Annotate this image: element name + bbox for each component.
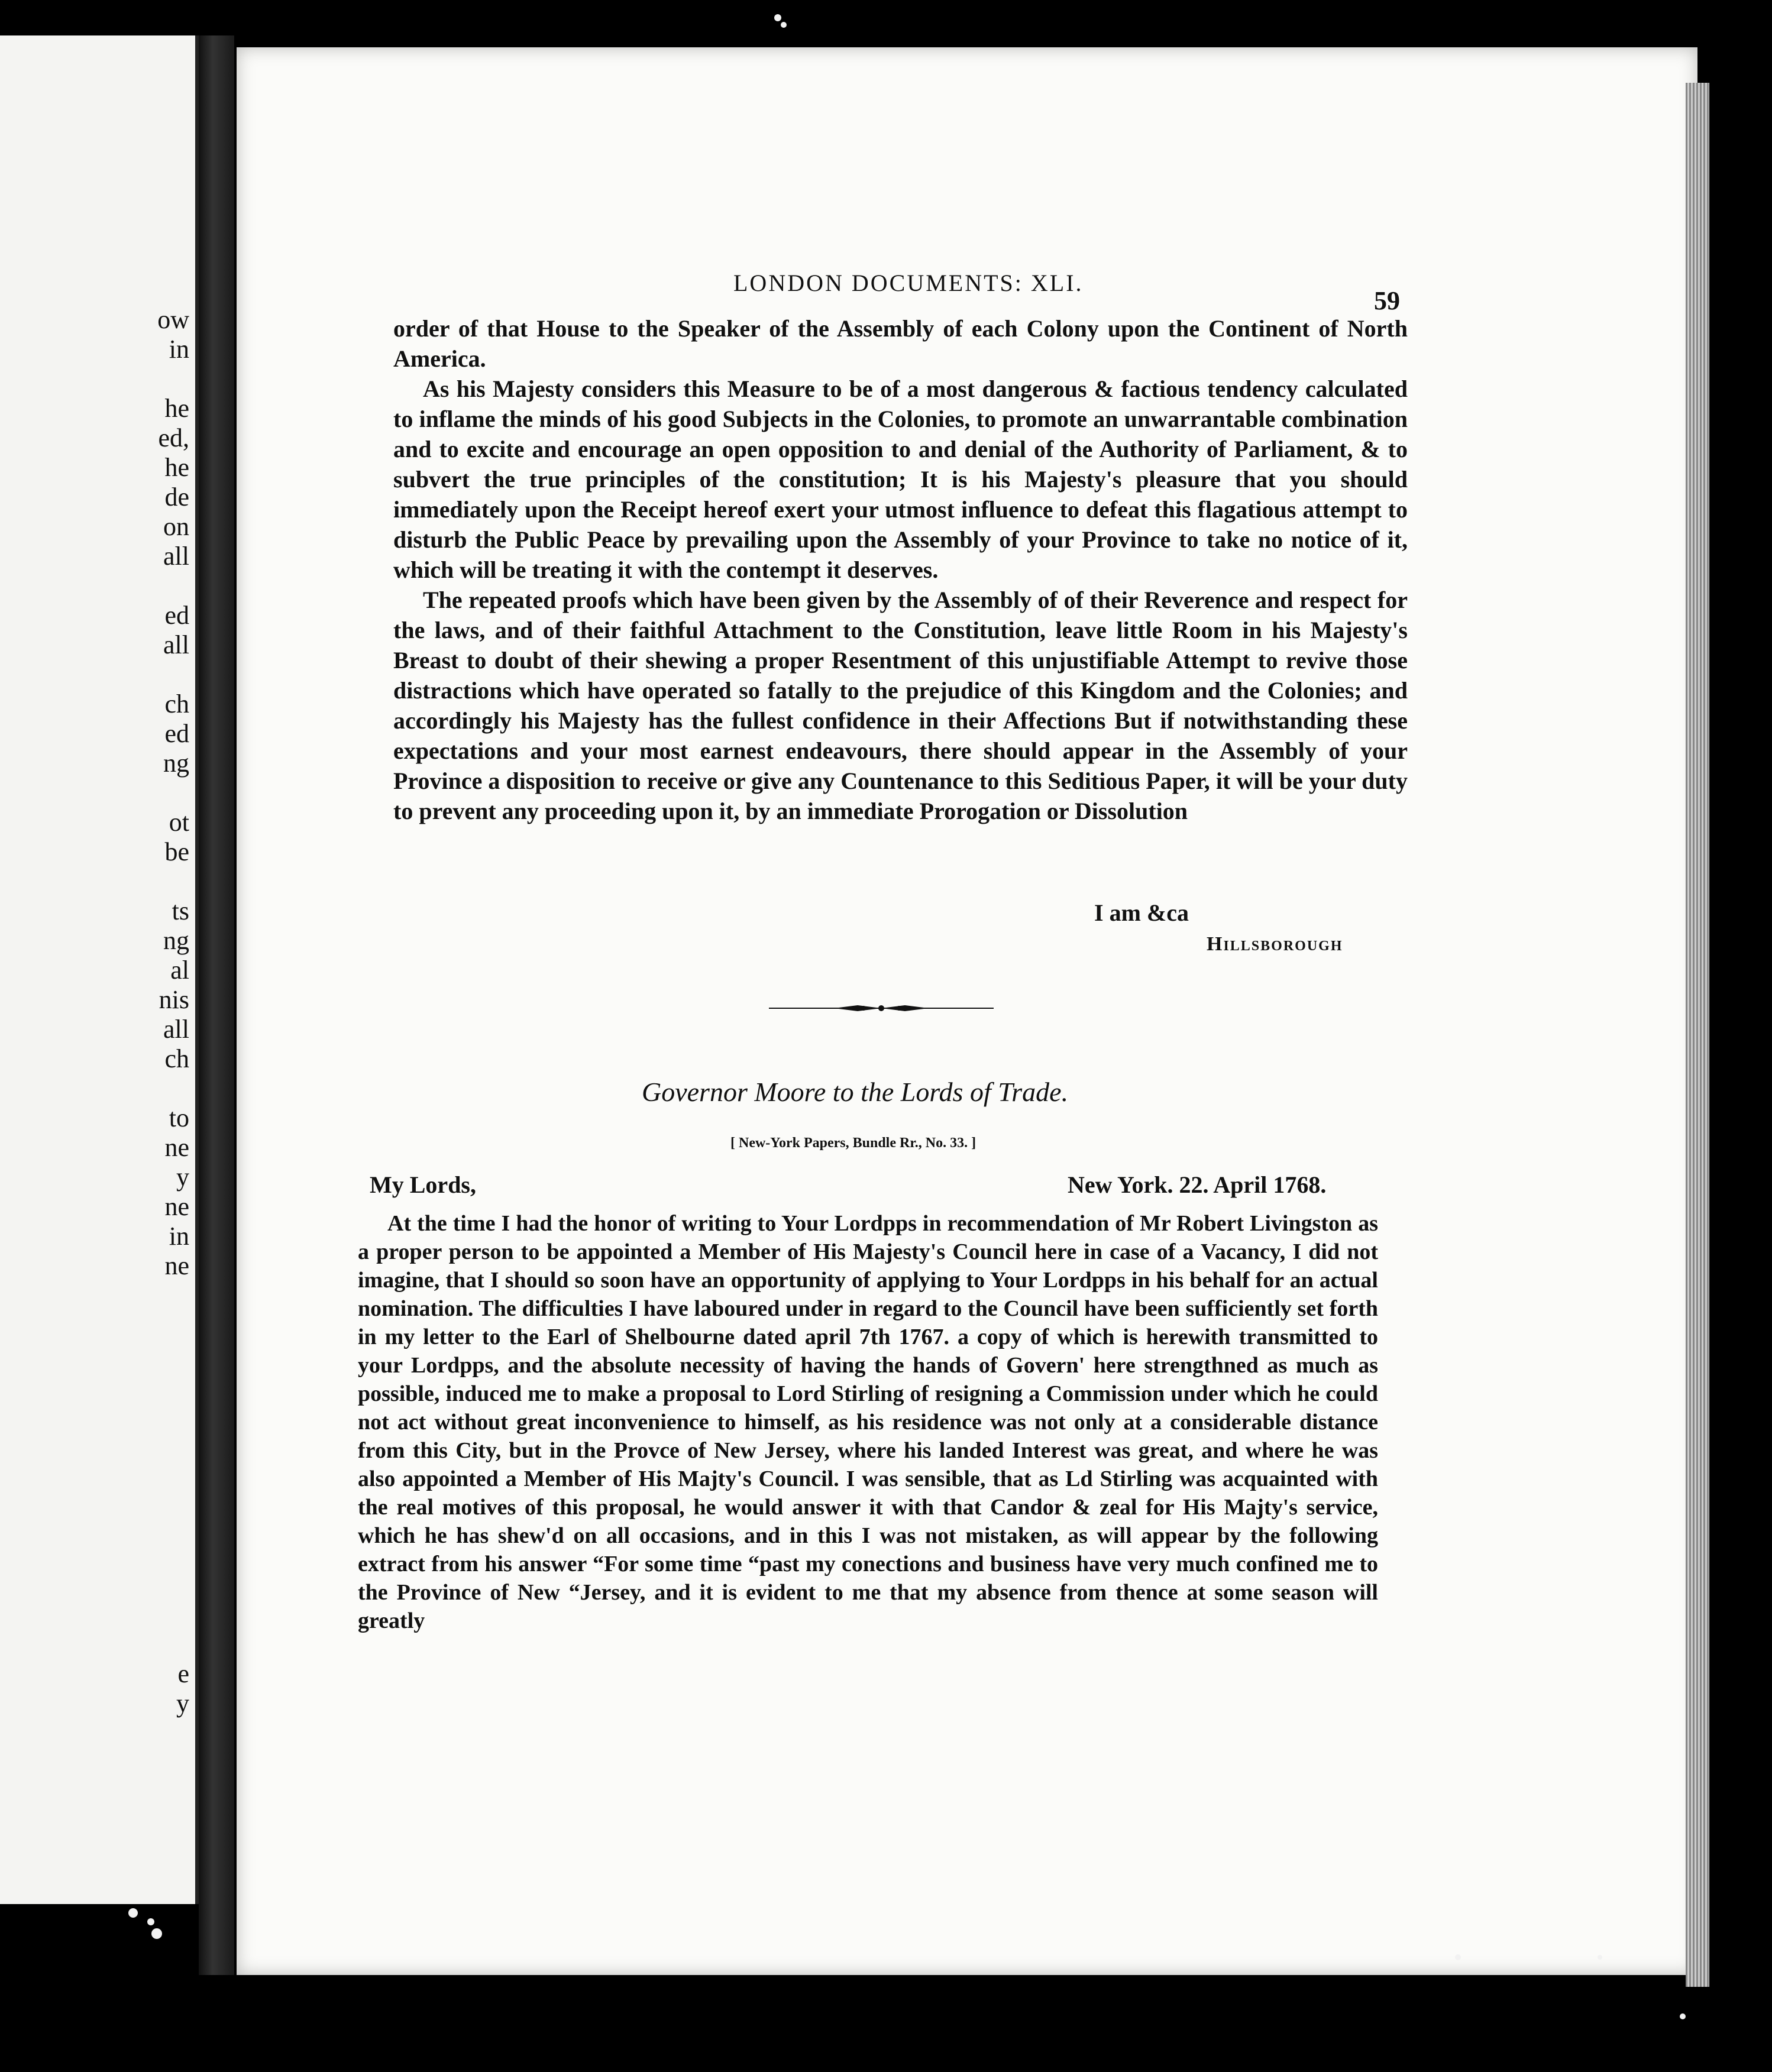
left-fragment: all	[163, 630, 189, 659]
left-fragment: all	[163, 542, 189, 571]
salutation: My Lords,	[370, 1171, 476, 1198]
left-fragment: ch	[164, 689, 189, 718]
left-fragment: ne	[164, 1251, 189, 1280]
left-fragment: e	[177, 1659, 189, 1688]
paragraph: As his Majesty considers this Measure to be of a most dangerous & factious tendency calculated to inflame the minds of his good Subjects in the Colonies, to promote an unwarrantable combination and to excite and encourage an open opposition to and denial of the Authority of Parliament, & to subvert the true principles of the constitution; It is his Majesty's pleasure that you should immediately upon the Receipt hereof exert your utmost influence to defeat this flagatious attempt to disturb the Public Peace by prevailing upon the Assembly of your Province to take no notice of it, which will be treating it with the contempt it deserves.	[393, 375, 1408, 583]
left-fragment: ed	[164, 601, 189, 630]
left-fragment: ts	[172, 896, 189, 925]
left-fragment: in	[169, 1222, 189, 1251]
source-note: [ New-York Papers, Bundle Rr., No. 33. ]	[730, 1135, 976, 1151]
book-gutter	[199, 35, 234, 1975]
left-fragment: all	[163, 1015, 189, 1044]
dateline: New York. 22. April 1768.	[1068, 1171, 1327, 1198]
left-fragment: ng	[163, 926, 189, 955]
running-head: LONDON DOCUMENTS: XLI.	[733, 270, 1084, 296]
left-fragment: ne	[164, 1133, 189, 1162]
left-fragment: nis	[159, 985, 189, 1014]
left-fragment: ow	[157, 305, 189, 334]
section-divider-ornament	[769, 999, 994, 1017]
paragraph: order of that House to the Speaker of the Assembly of each Colony upon the Continent of North America.	[393, 315, 1408, 372]
left-fragment: ed	[164, 719, 189, 748]
left-fragment: on	[163, 512, 189, 541]
hillsborough-letter-text	[393, 313, 1408, 826]
left-fragment: ed,	[158, 423, 189, 452]
paragraph: The repeated proofs which have been given by the Assembly of of their Reverence and respect for the laws, and of their faithful Attachment to the Constitution, leave little Room in his Majesty's Breast to doubt of their shewing a proper Resentment of this unjustifiable Attempt to revive those distractions which have operated so fatally to the prejudice of this Kingdom and the Colonies; and accordingly his Majesty has the fullest confidence in their Affections But if notwithstanding these expectations and your most earnest endeavours, there should appear in the Assembly of your Province a disposition to receive or give any Countenance to this Seditious Paper, it will be your duty to prevent any proceeding upon it, by an immediate Prorogation or Dissolution	[393, 587, 1408, 824]
left-fragment: y	[176, 1163, 189, 1192]
page-edges	[1686, 83, 1709, 1987]
left-fragment: ne	[164, 1192, 189, 1221]
left-fragment: he	[164, 453, 189, 482]
left-fragment: in	[169, 335, 189, 364]
left-fragment: y	[176, 1689, 189, 1718]
letter-signoff: I am &ca	[1094, 899, 1189, 926]
left-fragment: ng	[163, 749, 189, 778]
left-fragment: to	[169, 1103, 189, 1132]
left-fragment: de	[164, 483, 189, 511]
left-fragment: ch	[164, 1044, 189, 1073]
left-fragment: al	[170, 956, 189, 985]
paragraph: At the time I had the honor of writing to Your Lordpps in recommendation of Mr Robert Livingston as a proper person to be appointed a Member of His Majesty's Council here in case of a Vacancy, I did not imagine, that I should so soon have an opportunity of applying to Your Lordpps in his behalf for an actual nomination. The difficulties I have laboured under in regard to the Council have been sufficiently set forth in my letter to the Earl of Shelbourne dated april 7th 1767. a copy of which is herewith transmitted to your Lordpps, and the absolute necessity of having the hands of Govern' here strengthned as much as possible, induced me to make a proposal to Lord Stirling of resigning a Commission under which he could not act without great inconvenience to himself, as his residence was not only at a considerable distance from this City, but in the Provce of New Jersey, where his landed Interest was great, and where he was also appointed a Member of His Majty's Council. I was sensible, that as Ld Stirling was acquainted with the real motives of this proposal, he would answer it with that Candor & zeal for His Majty's service, which he has shew'd on all occasions, and in this I was not mistaken, as will appear by the following extract from his answer “For some time “past my conections and business have very much confined me to the Province of New “Jersey, and it is evident to me that my absence from thence at some season will greatly	[358, 1211, 1378, 1633]
letter-signature: Hillsborough	[1207, 933, 1343, 955]
section-title: Governor Moore to the Lords of Trade.	[642, 1077, 1069, 1107]
left-facing-page	[0, 35, 199, 1904]
left-fragment: ot	[169, 808, 189, 837]
moore-letter-body	[358, 1209, 1378, 1635]
left-fragment: be	[164, 837, 189, 866]
left-fragment: he	[164, 394, 189, 423]
page-number: 59	[1374, 286, 1400, 315]
